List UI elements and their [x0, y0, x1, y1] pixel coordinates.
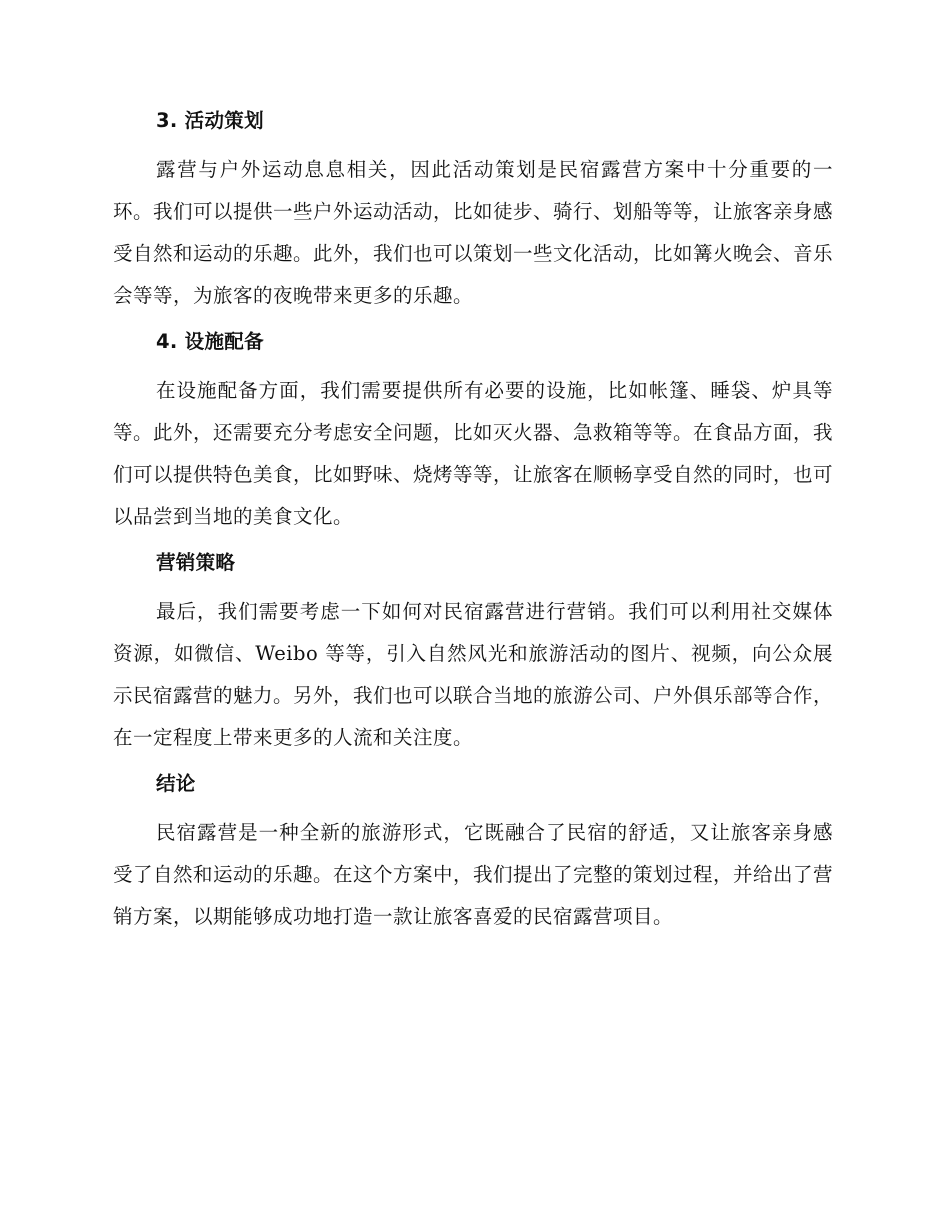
section-marketing: [113, 549, 833, 759]
section-conclusion: [113, 770, 833, 938]
document-body: [113, 107, 833, 949]
section-paragraph: 在设施配备方面，我们需要提供所有必要的设施，比如帐篷、睡袋、炉具等等。此外，还需要充分考虑安全问题，比如灭火器、急救箱等等。在食品方面，我们可以提供特色美食，比如野味、烧烤等等，让旅客在顺畅享受自然的同时，也可以品尝到当地的美食文化。: [113, 379, 834, 528]
section-paragraph: 民宿露营是一种全新的旅游形式，它既融合了民宿的舒适，又让旅客亲身感受了自然和运动的乐趣。在这个方案中，我们提出了完整的策划过程，并给出了营销方案，以期能够成功地打造一款让旅客喜爱的民宿露营项目。: [113, 821, 834, 928]
section-heading: 4. 设施配备: [156, 330, 264, 353]
section-activity-planning: [113, 107, 833, 317]
section-paragraph: 最后，我们需要考虑一下如何对民宿露营进行营销。我们可以利用社交媒体资源，如微信、Weibo 等等，引入自然风光和旅游活动的图片、视频，向公众展示民宿露营的魅力。另外，我们也可以联合当地的旅游公司、户外俱乐部等合作，在一定程度上带来更多的人流和关注度。: [113, 600, 834, 749]
section-facilities: [113, 328, 833, 538]
section-paragraph: 露营与户外运动息息相关，因此活动策划是民宿露营方案中十分重要的一环。我们可以提供一些户外运动活动，比如徒步、骑行、划船等等，让旅客亲身感受自然和运动的乐趣。此外，我们也可以策划一些文化活动，比如篝火晚会、音乐会等等，为旅客的夜晚带来更多的乐趣。: [113, 158, 834, 307]
section-heading: 3. 活动策划: [156, 109, 264, 132]
section-heading: 营销策略: [156, 551, 236, 574]
section-heading: 结论: [156, 772, 196, 795]
